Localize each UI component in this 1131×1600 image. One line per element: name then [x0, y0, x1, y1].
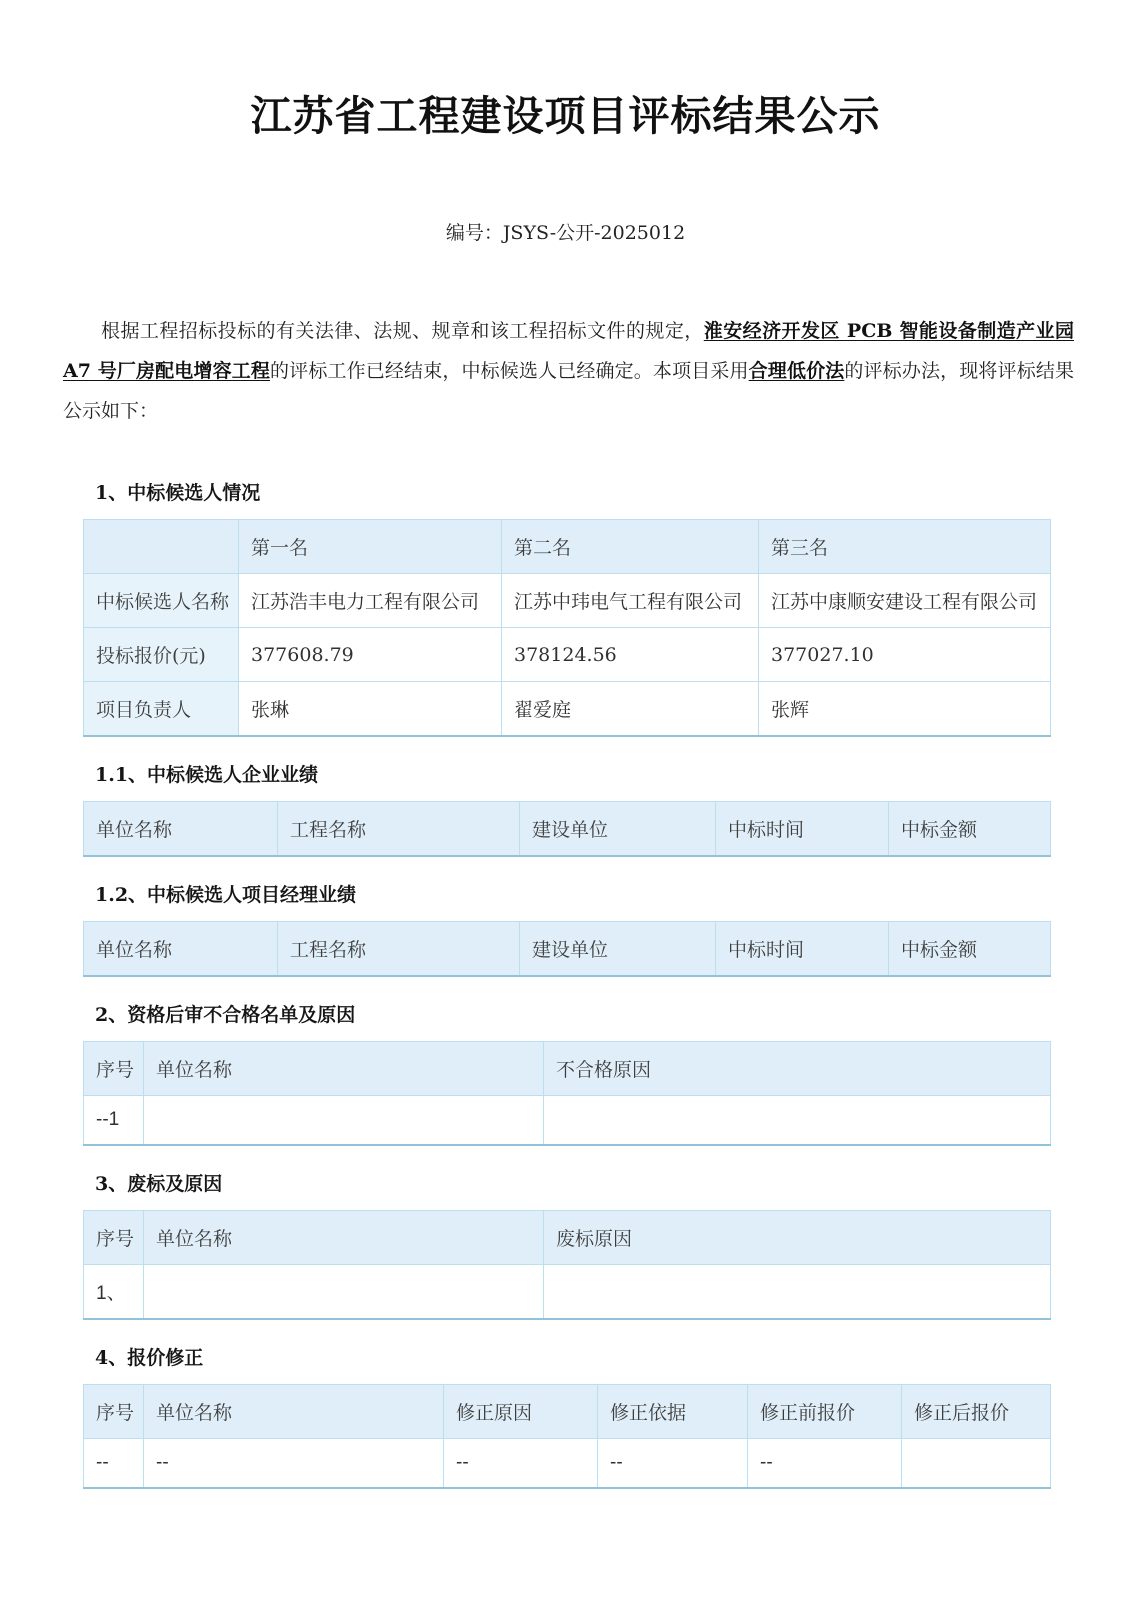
header-cell: 序号 [84, 1211, 144, 1265]
evaluation-method: 合理低价法 [748, 360, 845, 382]
page-title: 江苏省工程建设项目评标结果公示 [250, 92, 881, 140]
header-cell: 废标原因 [544, 1211, 1051, 1265]
section-1-heading: 1、中标候选人情况 [95, 482, 261, 504]
row-label-cell: 项目负责人 [84, 682, 239, 737]
header-cell: 中标金额 [889, 922, 1051, 977]
section-4-heading: 4、报价修正 [95, 1347, 204, 1369]
header-cell: 单位名称 [84, 802, 278, 857]
data-cell: -- [144, 1439, 444, 1489]
header-cell: 中标金额 [889, 802, 1051, 857]
candidates-table [83, 519, 1051, 737]
data-cell: --1 [84, 1096, 144, 1146]
table-row [84, 922, 1051, 977]
intro-paragraph [63, 311, 1074, 431]
intro-segment: 的评标工作已经结束，中标候选人已经确定。本项目采用 [270, 360, 749, 382]
doc-number: 编号：JSYS-公开-2025012 [445, 222, 686, 244]
table-row [84, 520, 1051, 574]
table-row [84, 1211, 1051, 1265]
data-cell: -- [598, 1439, 748, 1489]
rejected-bids-table [83, 1210, 1051, 1320]
data-cell: 江苏浩丰电力工程有限公司 [239, 574, 502, 628]
table-row [84, 1096, 1051, 1146]
table-row [84, 628, 1051, 682]
header-cell: 序号 [84, 1385, 144, 1439]
data-cell: 377608.79 [239, 628, 502, 682]
table-row [84, 1042, 1051, 1096]
enterprise-performance-table [83, 801, 1051, 857]
table-row [84, 802, 1051, 857]
data-cell [544, 1096, 1051, 1146]
section-3-heading: 3、废标及原因 [95, 1173, 223, 1195]
table-row [84, 682, 1051, 737]
header-cell: 修正原因 [444, 1385, 598, 1439]
data-cell: 378124.56 [502, 628, 759, 682]
table-row [84, 574, 1051, 628]
rank-header-cell: 第二名 [502, 520, 759, 574]
manager-performance-table [83, 921, 1051, 977]
header-cell: 工程名称 [278, 802, 520, 857]
data-cell: -- [444, 1439, 598, 1489]
header-cell: 中标时间 [716, 922, 889, 977]
row-label-cell: 投标报价(元) [84, 628, 239, 682]
data-cell: 江苏中康顺安建设工程有限公司 [759, 574, 1051, 628]
header-cell: 单位名称 [144, 1211, 544, 1265]
corner-cell [84, 520, 239, 574]
header-cell: 工程名称 [278, 922, 520, 977]
price-correction-table [83, 1384, 1051, 1489]
data-cell: 1、 [84, 1265, 144, 1320]
table-row [84, 1439, 1051, 1489]
header-cell: 单位名称 [144, 1042, 544, 1096]
data-cell [544, 1265, 1051, 1320]
table-row [84, 1385, 1051, 1439]
data-cell [144, 1096, 544, 1146]
data-cell: 张辉 [759, 682, 1051, 737]
intro-segment: 根据工程招标投标的有关法律、法规、规章和该工程招标文件的规定， [101, 320, 704, 342]
data-cell: 江苏中玮电气工程有限公司 [502, 574, 759, 628]
rank-header-cell: 第三名 [759, 520, 1051, 574]
project-name: 淮安经济开发区 PCB 智能设备制造产业园 A7 号厂房配电增容工程 [63, 320, 1074, 382]
intro-segment: 的评标办法，现将评标结果公示如下： [63, 360, 1074, 422]
header-cell: 修正后报价 [902, 1385, 1051, 1439]
data-cell: 377027.10 [759, 628, 1051, 682]
section-2-heading: 2、资格后审不合格名单及原因 [95, 1004, 356, 1026]
data-cell: -- [748, 1439, 902, 1489]
rank-header-cell: 第一名 [239, 520, 502, 574]
data-cell: 翟爱庭 [502, 682, 759, 737]
header-cell: 序号 [84, 1042, 144, 1096]
table-row [84, 1265, 1051, 1320]
header-cell: 单位名称 [144, 1385, 444, 1439]
header-cell: 不合格原因 [544, 1042, 1051, 1096]
section-1-2-heading: 1.2、中标候选人项目经理业绩 [95, 884, 357, 906]
header-cell: 单位名称 [84, 922, 278, 977]
data-cell: 张琳 [239, 682, 502, 737]
row-label-cell: 中标候选人名称 [84, 574, 239, 628]
header-cell: 建设单位 [520, 802, 716, 857]
header-cell: 修正依据 [598, 1385, 748, 1439]
header-cell: 中标时间 [716, 802, 889, 857]
header-cell: 修正前报价 [748, 1385, 902, 1439]
data-cell: -- [84, 1439, 144, 1489]
disqualified-table [83, 1041, 1051, 1146]
section-1-1-heading: 1.1、中标候选人企业业绩 [95, 764, 319, 786]
data-cell [902, 1439, 1051, 1489]
header-cell: 建设单位 [520, 922, 716, 977]
data-cell [144, 1265, 544, 1320]
